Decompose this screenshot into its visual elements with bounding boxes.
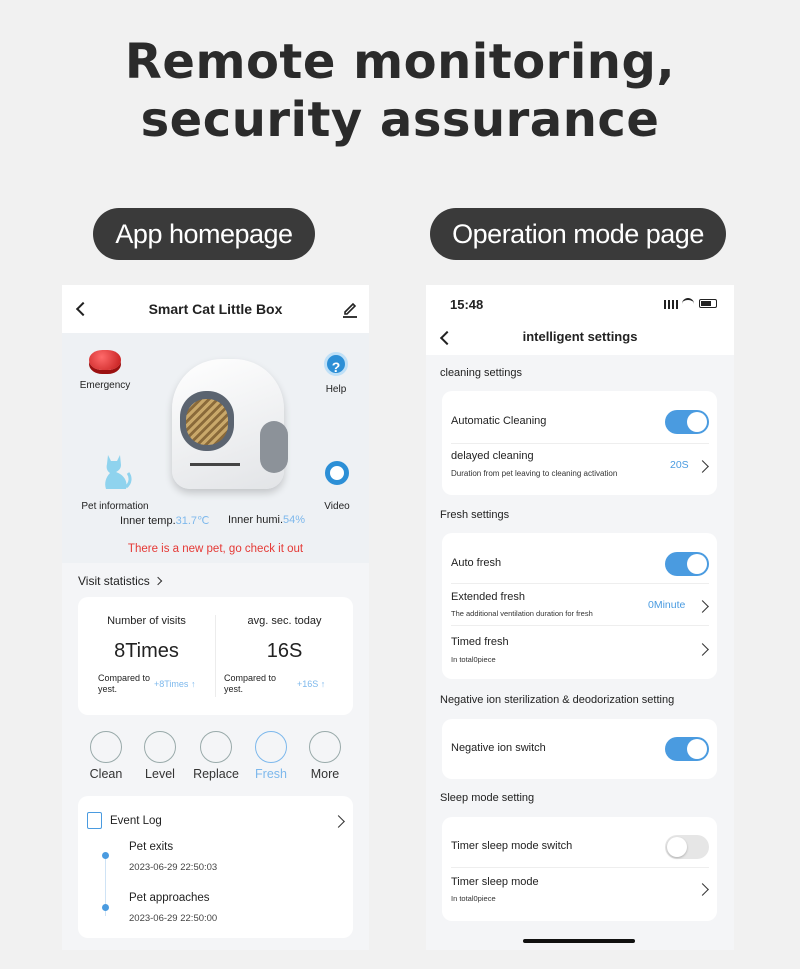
app-homepage-pill: App homepage [93, 208, 315, 260]
timer-sleep-mode-desc: In total0piece [451, 894, 496, 903]
negative-ion-switch-label: Negative ion switch [451, 742, 546, 754]
settings-title: intelligent settings [522, 329, 638, 344]
timeline-dot [102, 852, 109, 859]
level-icon[interactable] [144, 731, 176, 763]
chevron-right-icon[interactable] [696, 883, 709, 896]
extended-fresh-label: Extended fresh [451, 591, 525, 603]
help-icon[interactable]: ? [324, 352, 348, 376]
new-pet-alert[interactable]: There is a new pet, go check it out [127, 543, 304, 555]
visits-value: 8Times [114, 640, 179, 662]
avg-sec-delta-value: +16S [297, 679, 319, 689]
event-1-time: 2023-06-29 22:50:03 [129, 862, 218, 873]
level-label: Level [145, 767, 175, 781]
avg-sec-title: avg. sec. today [247, 615, 322, 627]
battery-icon [699, 299, 717, 308]
emergency-button-icon[interactable] [89, 350, 121, 370]
section-sleep: Sleep mode setting [440, 792, 535, 804]
timed-fresh-desc: In total0piece [451, 655, 496, 664]
delayed-cleaning-desc: Duration from pet leaving to cleaning activation [451, 469, 618, 478]
negative-ion-toggle[interactable] [665, 737, 709, 761]
signal-icon [664, 300, 678, 309]
home-header [62, 285, 369, 333]
section-cleaning: cleaning settings [440, 367, 522, 379]
event-log-card[interactable] [78, 796, 353, 938]
inner-humi-value: 54% [283, 514, 306, 526]
stats-card [78, 597, 353, 715]
ion-card [442, 719, 717, 779]
inner-temp [120, 514, 209, 527]
extended-fresh-desc: The additional ventilation duration for fresh [451, 609, 593, 618]
headline-line-2: security assurance [140, 92, 660, 148]
visits-compare: Compared to yest. [98, 673, 151, 694]
help-label: Help [325, 384, 347, 395]
replace-label: Replace [193, 767, 239, 781]
chevron-right-icon [696, 600, 709, 613]
wifi-icon [682, 298, 694, 308]
headline-line-1: Remote monitoring, [124, 34, 676, 90]
cat-icon[interactable] [98, 451, 132, 491]
avg-sec-value: 16S [266, 640, 303, 662]
chevron-right-icon[interactable] [696, 643, 709, 656]
timeline-dot [102, 904, 109, 911]
extended-fresh-value[interactable]: 0Minute [648, 599, 686, 611]
more-label: More [310, 767, 340, 781]
divider [451, 583, 709, 584]
auto-fresh-toggle[interactable] [665, 552, 709, 576]
event-1-name: Pet exits [129, 841, 174, 853]
section-ion: Negative ion sterilization & deodorization setting [440, 694, 675, 706]
replace-icon[interactable] [200, 731, 232, 763]
inner-humi [228, 514, 305, 526]
inner-temp-label: Inner temp. [120, 515, 176, 527]
divider [451, 625, 709, 626]
fresh-icon[interactable] [255, 731, 287, 763]
clean-icon[interactable] [90, 731, 122, 763]
sleep-card [442, 817, 717, 921]
visits-delta-value: +8Times [154, 679, 189, 689]
automatic-cleaning-toggle[interactable] [665, 410, 709, 434]
auto-fresh-label: Auto fresh [451, 557, 502, 569]
event-log-title: Event Log [110, 815, 162, 827]
inner-humi-label: Inner humi. [228, 514, 284, 526]
log-icon [87, 812, 102, 829]
video-label: Video [324, 501, 350, 512]
more-icon[interactable] [309, 731, 341, 763]
delayed-cleaning-label: delayed cleaning [451, 450, 534, 462]
chevron-right-icon [154, 577, 162, 585]
avg-sec-delta: +16S ↑ [297, 679, 326, 689]
operation-mode-pill: Operation mode page [430, 208, 726, 260]
video-icon[interactable] [325, 461, 349, 485]
page-title: Smart Cat Little Box [148, 301, 283, 317]
event-2-time: 2023-06-29 22:50:00 [129, 913, 218, 924]
divider [451, 443, 709, 444]
timer-sleep-toggle[interactable] [665, 835, 709, 859]
timed-fresh-label: Timed fresh [451, 636, 509, 648]
timer-sleep-mode-label: Timer sleep mode [451, 876, 539, 888]
visit-statistics-label: Visit statistics [78, 574, 150, 588]
clean-label: Clean [89, 767, 123, 781]
settings-header [426, 285, 734, 355]
event-2-name: Pet approaches [129, 892, 210, 904]
visits-delta: +8Times ↑ [154, 679, 196, 689]
divider [451, 867, 709, 868]
visits-title: Number of visits [107, 615, 186, 627]
home-indicator [523, 939, 635, 943]
inner-temp-value: 31.7℃ [175, 515, 210, 527]
cleaning-card [442, 391, 717, 495]
event-log-chevron-icon [332, 815, 345, 828]
app-homepage-screen [62, 285, 369, 950]
chevron-right-icon [696, 460, 709, 473]
delayed-cleaning-value[interactable]: 20S [670, 459, 689, 471]
visit-statistics-link[interactable] [78, 574, 161, 588]
edit-icon[interactable] [342, 300, 358, 318]
emergency-label: Emergency [79, 380, 131, 391]
status-time: 15:48 [450, 297, 484, 312]
fresh-label: Fresh [255, 767, 287, 781]
mode-bar [62, 729, 369, 789]
pet-information-label: Pet information [81, 501, 149, 512]
operation-mode-screen [426, 285, 734, 950]
fresh-card [442, 533, 717, 679]
section-fresh: Fresh settings [440, 509, 510, 521]
litter-box-image [168, 351, 288, 501]
avg-sec-compare: Compared to yest. [224, 673, 277, 694]
timer-sleep-switch-label: Timer sleep mode switch [451, 840, 573, 852]
device-panel [62, 333, 369, 563]
automatic-cleaning-label: Automatic Cleaning [451, 415, 547, 427]
